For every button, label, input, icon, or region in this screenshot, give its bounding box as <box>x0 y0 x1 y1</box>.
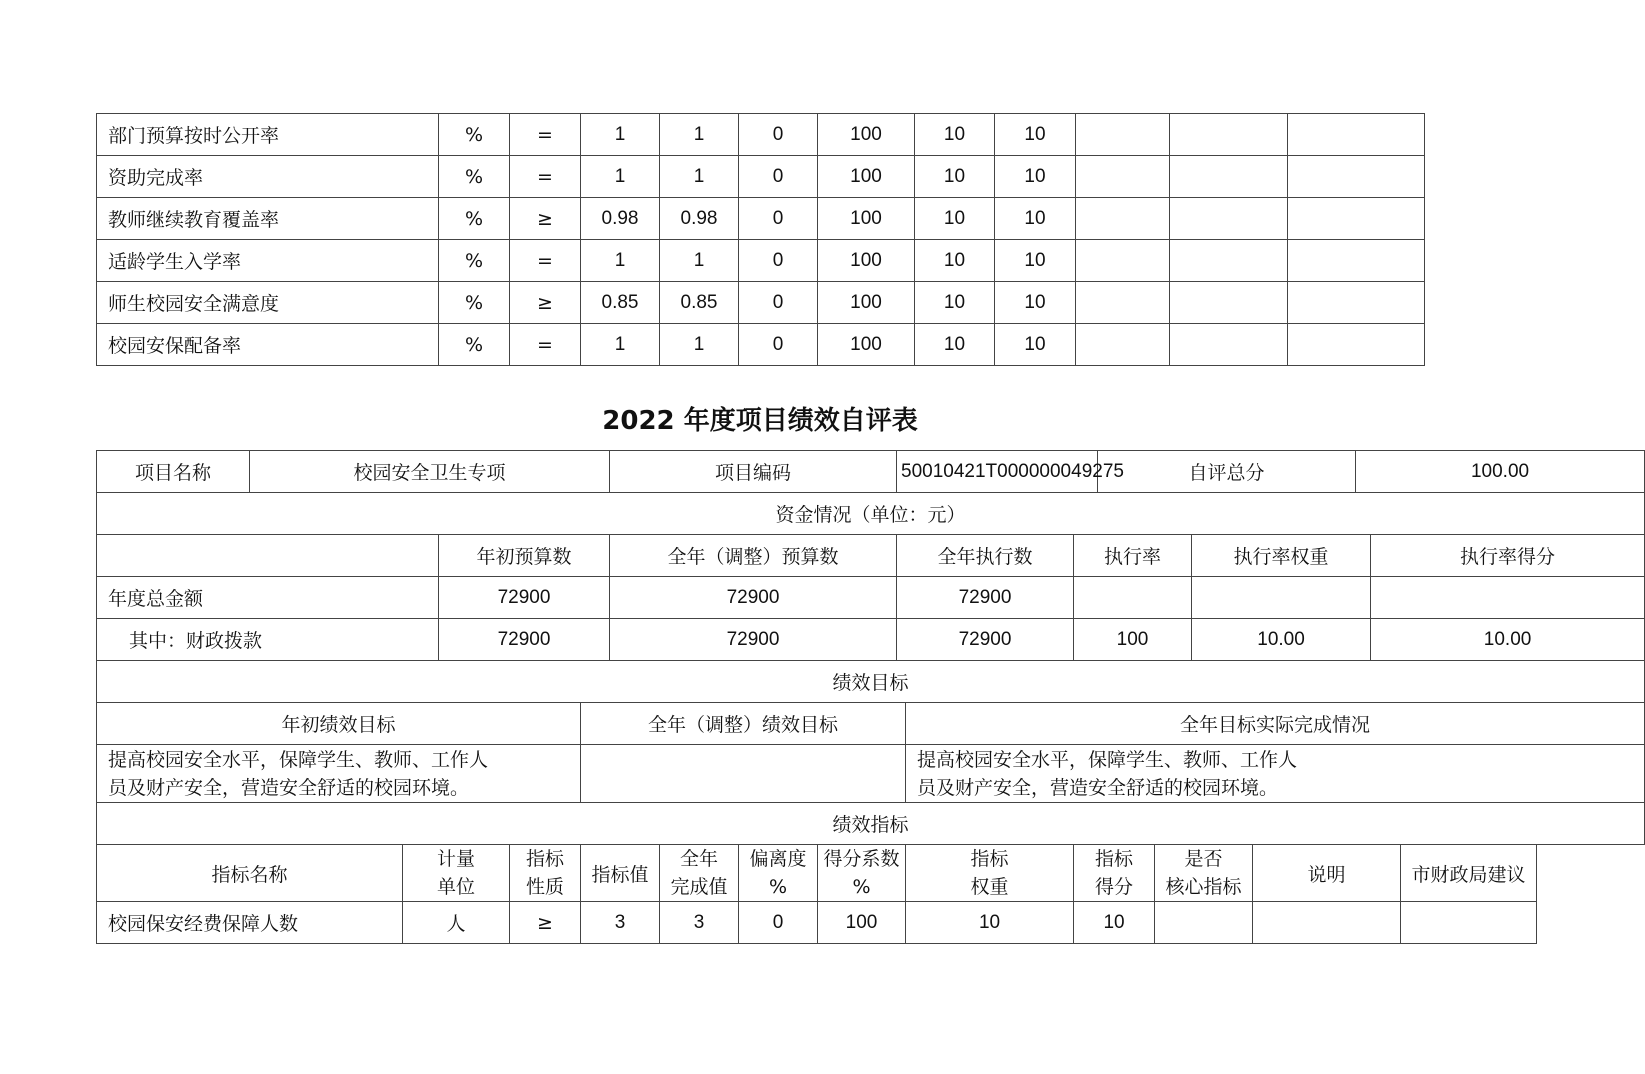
indicator-name: 适龄学生入学率 <box>97 240 439 282</box>
goals-header-actual: 全年目标实际完成情况 <box>906 703 1645 745</box>
funds-header-adjusted: 全年（调整）预算数 <box>610 535 897 577</box>
funds-header-blank <box>97 535 439 577</box>
evaluation-table <box>96 450 1645 944</box>
table-row <box>97 198 1425 240</box>
indicator-continuation-table <box>96 113 1425 366</box>
indicator-weight: 10 <box>915 240 995 282</box>
indicator-unit: % <box>439 198 510 240</box>
indicator-coefficient: 100 <box>818 324 915 366</box>
ind-header-value: 指标值 <box>581 845 660 902</box>
table-row <box>97 156 1425 198</box>
project-name-value: 校园安全卫生专项 <box>250 451 610 493</box>
funds-header-rate: 执行率 <box>1074 535 1192 577</box>
goals-section-label: 绩效目标 <box>97 661 1645 703</box>
ind-header-coefficient <box>818 845 906 902</box>
indicator-operator: = <box>510 114 581 156</box>
ind-header-nature-b: 性质 <box>525 876 564 898</box>
indicator-note <box>1170 240 1288 282</box>
goals-section-row <box>97 661 1645 703</box>
indicator-target: 1 <box>581 114 660 156</box>
indicator-operator: ≥ <box>510 902 581 944</box>
indicator-core <box>1076 114 1170 156</box>
ind-header-coef-a: 得分系数 <box>823 848 900 870</box>
indicator-advice <box>1288 114 1425 156</box>
indicator-name: 校园安保配备率 <box>97 324 439 366</box>
indicator-unit: % <box>439 240 510 282</box>
funds-fiscal-executed: 72900 <box>897 619 1074 661</box>
indicator-coefficient: 100 <box>818 198 915 240</box>
funds-header-row <box>97 535 1645 577</box>
ind-header-score <box>1074 845 1155 902</box>
indicator-actual: 1 <box>660 324 739 366</box>
indicator-target: 1 <box>581 156 660 198</box>
funds-total-rate <box>1074 577 1192 619</box>
indicator-actual: 3 <box>660 902 739 944</box>
funds-fiscal-row <box>97 619 1645 661</box>
funds-total-adjusted: 72900 <box>610 577 897 619</box>
project-name-label: 项目名称 <box>97 451 250 493</box>
indicator-deviation: 0 <box>739 902 818 944</box>
indicator-coefficient: 100 <box>818 156 915 198</box>
indicator-operator: = <box>510 240 581 282</box>
table-row <box>97 114 1425 156</box>
indicator-score: 10 <box>995 198 1076 240</box>
indicator-note <box>1170 114 1288 156</box>
indicator-weight: 10 <box>915 198 995 240</box>
table-row <box>97 282 1425 324</box>
indicator-name: 师生校园安全满意度 <box>97 282 439 324</box>
indicator-actual: 1 <box>660 114 739 156</box>
ind-header-core-a: 是否 <box>1184 848 1223 870</box>
indicator-coefficient: 100 <box>818 282 915 324</box>
indicator-deviation: 0 <box>739 156 818 198</box>
indicator-weight: 10 <box>915 114 995 156</box>
funds-fiscal-rate: 100 <box>1074 619 1192 661</box>
indicator-name: 校园保安经费保障人数 <box>97 902 403 944</box>
indicator-target: 3 <box>581 902 660 944</box>
ind-header-core <box>1155 845 1253 902</box>
goals-content-row <box>97 745 1645 803</box>
indicators-header-row <box>97 845 1645 902</box>
project-info-row <box>97 451 1645 493</box>
ind-header-done <box>660 845 739 902</box>
goals-header-initial: 年初绩效目标 <box>97 703 581 745</box>
indicator-advice <box>1401 902 1537 944</box>
ind-header-score-a: 指标 <box>1095 848 1134 870</box>
funds-section-label: 资金情况（单位：元） <box>97 493 1645 535</box>
table-row <box>97 240 1425 282</box>
indicator-unit: % <box>439 114 510 156</box>
funds-fiscal-adjusted: 72900 <box>610 619 897 661</box>
goals-actual-line1: 提高校园安全水平，保障学生、教师、工作人 <box>917 749 1298 771</box>
indicator-core <box>1155 902 1253 944</box>
ind-header-weight-a: 指标 <box>970 848 1009 870</box>
ind-header-done-a: 全年 <box>679 848 718 870</box>
indicator-score: 10 <box>995 156 1076 198</box>
indicator-unit: % <box>439 282 510 324</box>
project-code-value: 50010421T000000049275 <box>897 451 1098 493</box>
self-score-label: 自评总分 <box>1098 451 1356 493</box>
indicator-weight: 10 <box>906 902 1074 944</box>
indicator-core <box>1076 324 1170 366</box>
ind-header-dev-b: % <box>768 876 788 898</box>
indicator-advice <box>1288 198 1425 240</box>
ind-header-weight-b: 权重 <box>970 876 1009 898</box>
indicator-unit: % <box>439 324 510 366</box>
funds-fiscal-initial: 72900 <box>439 619 610 661</box>
indicator-weight: 10 <box>915 282 995 324</box>
funds-fiscal-label: 其中：财政拨款 <box>97 619 439 661</box>
funds-fiscal-rate-weight: 10.00 <box>1192 619 1371 661</box>
table-row <box>97 324 1425 366</box>
indicator-deviation: 0 <box>739 282 818 324</box>
ind-header-core-b: 核心指标 <box>1165 876 1242 898</box>
indicator-name: 教师继续教育覆盖率 <box>97 198 439 240</box>
indicator-actual: 0.98 <box>660 198 739 240</box>
goals-initial-text <box>97 745 581 803</box>
indicator-target: 0.98 <box>581 198 660 240</box>
indicators-section-row <box>97 803 1645 845</box>
funds-total-label: 年度总金额 <box>97 577 439 619</box>
indicator-core <box>1076 282 1170 324</box>
indicator-score: 10 <box>995 240 1076 282</box>
goals-initial-line1: 提高校园安全水平，保障学生、教师、工作人 <box>108 749 489 771</box>
page-title: 2022 年度项目绩效自评表 <box>602 406 918 436</box>
indicator-core <box>1076 156 1170 198</box>
indicator-actual: 1 <box>660 240 739 282</box>
indicator-note <box>1170 156 1288 198</box>
ind-header-deviation <box>739 845 818 902</box>
indicator-actual: 0.85 <box>660 282 739 324</box>
ind-header-nature <box>510 845 581 902</box>
indicator-deviation: 0 <box>739 114 818 156</box>
funds-header-rate-weight: 执行率权重 <box>1192 535 1371 577</box>
indicator-deviation: 0 <box>739 240 818 282</box>
ind-header-note: 说明 <box>1253 845 1401 902</box>
funds-header-initial: 年初预算数 <box>439 535 610 577</box>
ind-header-unit <box>403 845 510 902</box>
goals-adjusted-text <box>581 745 906 803</box>
indicator-target: 0.85 <box>581 282 660 324</box>
goals-initial-line2: 员及财产安全，营造安全舒适的校园环境。 <box>108 777 470 799</box>
indicator-deviation: 0 <box>739 324 818 366</box>
ind-header-done-b: 完成值 <box>670 876 728 898</box>
indicator-weight: 10 <box>915 324 995 366</box>
continuation-rows <box>97 114 1425 366</box>
indicator-score: 10 <box>995 114 1076 156</box>
ind-header-unit-a: 计量 <box>436 848 475 870</box>
indicator-coefficient: 100 <box>818 114 915 156</box>
indicator-operator: = <box>510 324 581 366</box>
self-score-value: 100.00 <box>1356 451 1645 493</box>
indicator-deviation: 0 <box>739 198 818 240</box>
indicator-advice <box>1288 282 1425 324</box>
indicator-advice <box>1288 324 1425 366</box>
indicator-name: 部门预算按时公开率 <box>97 114 439 156</box>
ind-header-unit-b: 单位 <box>436 876 475 898</box>
funds-header-rate-score: 执行率得分 <box>1371 535 1645 577</box>
indicator-coefficient: 100 <box>818 240 915 282</box>
indicator-coefficient: 100 <box>818 902 906 944</box>
indicator-core <box>1076 240 1170 282</box>
indicator-note <box>1253 902 1401 944</box>
goals-actual-text <box>906 745 1645 803</box>
funds-total-rate-weight <box>1192 577 1371 619</box>
ind-header-advice: 市财政局建议 <box>1401 845 1537 902</box>
ind-header-weight <box>906 845 1074 902</box>
evaluation-rows <box>97 451 1645 944</box>
indicator-actual: 1 <box>660 156 739 198</box>
indicator-score: 10 <box>1074 902 1155 944</box>
project-code-label: 项目编码 <box>610 451 897 493</box>
indicator-note <box>1170 282 1288 324</box>
indicator-name: 资助完成率 <box>97 156 439 198</box>
funds-total-executed: 72900 <box>897 577 1074 619</box>
indicator-note <box>1170 324 1288 366</box>
goals-header-adjusted: 全年（调整）绩效目标 <box>581 703 906 745</box>
ind-header-nature-a: 指标 <box>525 848 564 870</box>
funds-fiscal-rate-score: 10.00 <box>1371 619 1645 661</box>
indicator-note <box>1170 198 1288 240</box>
ind-header-name: 指标名称 <box>97 845 403 902</box>
indicator-score: 10 <box>995 282 1076 324</box>
indicator-core <box>1076 198 1170 240</box>
ind-header-score-b: 得分 <box>1095 876 1134 898</box>
indicator-advice <box>1288 240 1425 282</box>
indicator-operator: = <box>510 156 581 198</box>
goals-actual-line2: 员及财产安全，营造安全舒适的校园环境。 <box>917 777 1279 799</box>
funds-section-row <box>97 493 1645 535</box>
indicator-score: 10 <box>995 324 1076 366</box>
indicator-unit: % <box>439 156 510 198</box>
indicators-section-label: 绩效指标 <box>97 803 1645 845</box>
table-row <box>97 902 1645 944</box>
indicator-operator: ≥ <box>510 198 581 240</box>
funds-total-row <box>97 577 1645 619</box>
ind-header-dev-a: 偏离度 <box>749 848 807 870</box>
goals-header-row <box>97 703 1645 745</box>
funds-total-initial: 72900 <box>439 577 610 619</box>
indicator-operator: ≥ <box>510 282 581 324</box>
indicator-target: 1 <box>581 324 660 366</box>
indicator-weight: 10 <box>915 156 995 198</box>
indicator-unit: 人 <box>403 902 510 944</box>
indicator-advice <box>1288 156 1425 198</box>
ind-header-coef-b: % <box>852 876 871 898</box>
indicator-target: 1 <box>581 240 660 282</box>
funds-header-executed: 全年执行数 <box>897 535 1074 577</box>
funds-total-rate-score <box>1371 577 1645 619</box>
